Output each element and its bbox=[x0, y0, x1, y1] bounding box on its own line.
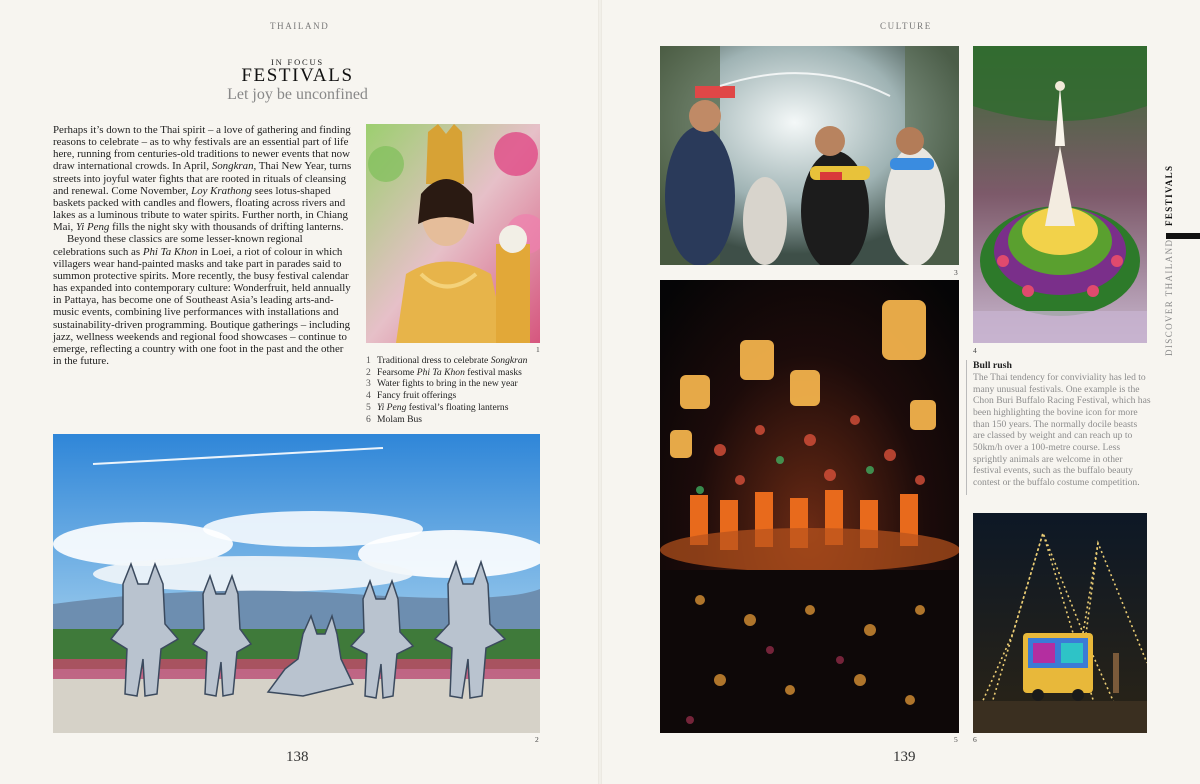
caption-item: 5 Yi Peng festival’s floating lanterns bbox=[366, 401, 509, 413]
section-tab[interactable] bbox=[1164, 164, 1178, 360]
section-tab-marker bbox=[1166, 233, 1200, 239]
sidebar-bull-rush bbox=[973, 360, 1151, 489]
paragraph-1: Perhaps it’s down to the Thai spirit – a love of gathering and finding reasons to celebrate – as to why festivals are an essential part of life here, running from centuries-old traditions to newer events that now draw international crowds. In April, Songkran, Thai New Year, turns streets into joyful water fights that are rooted in rituals of cleansing and renewal. Come November, Loy Krathong sees lotus-shaped baskets packed with candles and flowers, floating across rivers and lakes as a luminous tribute to water spirits. Further north, in Chiang Mai, Yi Peng fills the night sky with thousands of drifting lanterns. bbox=[53, 124, 352, 234]
photo-water-fight bbox=[660, 46, 959, 265]
figure-number-3: 3 bbox=[954, 268, 958, 277]
spread-gutter bbox=[598, 0, 602, 784]
photo-traditional-dress bbox=[366, 124, 540, 343]
sidebar-rule bbox=[966, 360, 967, 495]
figure-number-2: 2 bbox=[535, 735, 539, 744]
page-number-right: 139 bbox=[893, 749, 916, 765]
photo-phi-ta-khon bbox=[53, 434, 540, 733]
kicker: IN FOCUS bbox=[271, 57, 324, 67]
figure-number-4: 4 bbox=[973, 346, 977, 355]
running-head-left: THAILAND bbox=[270, 21, 330, 31]
figure-number-1: 1 bbox=[536, 345, 540, 354]
photo-floating-lanterns bbox=[660, 280, 959, 733]
figure-number-5: 5 bbox=[954, 735, 958, 744]
caption-item: 6 Molam Bus bbox=[366, 413, 423, 425]
running-head-right: CULTURE bbox=[880, 21, 932, 31]
page-number-left: 138 bbox=[286, 749, 309, 765]
section-label: DISCOVER THAILAND bbox=[1164, 238, 1174, 356]
caption-item: 2 Fearsome Phi Ta Khon festival masks bbox=[366, 366, 522, 378]
photo-fruit-offering bbox=[973, 46, 1147, 343]
photo-molam-bus bbox=[973, 513, 1147, 733]
caption-item: 1 Traditional dress to celebrate Songkran bbox=[366, 355, 528, 366]
figure-number-6: 6 bbox=[973, 735, 977, 744]
body-text bbox=[53, 124, 353, 367]
sidebar-title: Bull rush bbox=[973, 360, 1012, 371]
caption-item: 4 Fancy fruit offerings bbox=[366, 390, 457, 402]
caption-item: 3 Water fights to bring in the new year bbox=[366, 378, 518, 390]
paragraph-2: Beyond these classics are some lesser-known regional celebrations such as Phi Ta Khon in Loei, a riot of colour in which villagers wear hand-painted masks and take part in parades said to summon protective spirits. More recently, the busy festival calendar has expanded into contemporary culture: Wonderfruit, held annually in Pattaya, has become one of Southeast Asia’s leading arts-and-music events, combining live performances with installations and sustainability-driven programming. Boutique gatherings – including jazz, wellness weekends and regional food showcases – continue to emerge, reflecting a country with one foot in the past and the other in the future. bbox=[53, 233, 351, 367]
section-label-active: FESTIVALS bbox=[1164, 164, 1174, 226]
article-title: FESTIVALS bbox=[241, 65, 354, 86]
caption-list bbox=[366, 355, 546, 425]
article-subtitle: Let joy be unconfined bbox=[227, 86, 368, 103]
sidebar-text: The Thai tendency for conviviality has led to many unusual festivals. One example is the Chon Buri Buffalo Racing Festival, which has been highlighting the bovine icon for more than 150 years. The normally docile beasts are classed by weight and can reach up to 50km/h over a 100-metre course. Less sprightly animals are welcome in other festival events, such as the buffalo beauty contest or the buffalo costume competition. bbox=[973, 372, 1151, 488]
